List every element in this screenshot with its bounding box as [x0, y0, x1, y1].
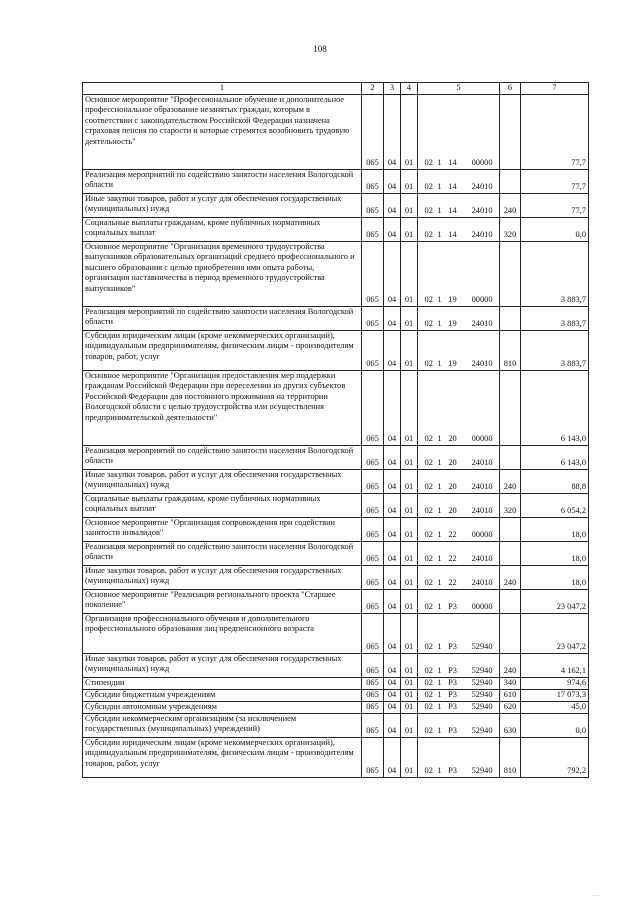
article-program: 02	[424, 158, 433, 167]
row-section-code: 04	[384, 469, 401, 493]
row-name: Социальные выплаты гражданам, кроме публичных нормативных социальных выплат	[83, 217, 362, 241]
row-name: Субсидии юридическим лицам (кроме некоммерческих организаций), индивидуальным предпринимателям, физическим лицам - производителям товаров, работ, услуг	[83, 737, 362, 777]
article-program: 02	[424, 678, 433, 687]
row-ministry-code: 065	[362, 94, 384, 169]
row-expense-type	[500, 613, 521, 653]
article-event: Р3	[448, 690, 457, 699]
row-target-article	[418, 541, 500, 565]
row-expense-type: 810	[500, 737, 521, 777]
table-row	[83, 677, 589, 689]
header-col-2: 2	[362, 83, 384, 95]
row-ministry-code: 065	[362, 469, 384, 493]
table-row	[83, 445, 589, 469]
row-section-code: 04	[384, 94, 401, 169]
article-direction: 24010	[471, 506, 493, 515]
row-ministry-code: 065	[362, 306, 384, 330]
row-expense-type	[500, 445, 521, 469]
article-subprogram: 1	[437, 458, 442, 467]
row-name: Иные закупки товаров, работ и услуг для обеспечения государственных (муниципальных) нужд	[83, 469, 362, 493]
row-subsection-code: 01	[401, 517, 418, 541]
row-section-code: 04	[384, 517, 401, 541]
article-program: 02	[424, 482, 433, 491]
article-direction: 24010	[471, 206, 493, 215]
article-event: Р3	[448, 642, 457, 651]
row-target-article	[418, 169, 500, 193]
row-target-article	[418, 493, 500, 517]
article-program: 02	[424, 726, 433, 735]
row-ministry-code: 065	[362, 689, 384, 701]
article-event: 20	[448, 506, 457, 515]
table-row	[83, 689, 589, 701]
row-name: Субсидии бюджетным учреждениям	[83, 689, 362, 701]
row-section-code: 04	[384, 589, 401, 613]
row-name: Иные закупки товаров, работ и услуг для обеспечения государственных (муниципальных) нужд	[83, 193, 362, 217]
row-subsection-code: 01	[401, 241, 418, 306]
row-subsection-code: 01	[401, 469, 418, 493]
article-subprogram: 1	[437, 726, 442, 735]
row-expense-type: 240	[500, 193, 521, 217]
row-section-code: 04	[384, 330, 401, 370]
header-col-7: 7	[521, 83, 589, 95]
article-program: 02	[424, 359, 433, 368]
article-event: 14	[448, 158, 457, 167]
article-event: 14	[448, 182, 457, 191]
table-row	[83, 330, 589, 370]
row-expense-type	[500, 517, 521, 541]
article-subprogram: 1	[437, 482, 442, 491]
table-row	[83, 493, 589, 517]
row-ministry-code: 065	[362, 241, 384, 306]
article-subprogram: 1	[437, 206, 442, 215]
row-section-code: 04	[384, 713, 401, 737]
page-number: 108	[313, 44, 327, 54]
row-amount: 17 073,3	[521, 689, 589, 701]
article-subprogram: 1	[437, 766, 442, 775]
table-row	[83, 589, 589, 613]
article-program: 02	[424, 578, 433, 587]
row-ministry-code: 065	[362, 493, 384, 517]
row-ministry-code: 065	[362, 330, 384, 370]
article-subprogram: 1	[437, 642, 442, 651]
row-subsection-code: 01	[401, 306, 418, 330]
row-target-article	[418, 217, 500, 241]
table-row	[83, 713, 589, 737]
row-target-article	[418, 613, 500, 653]
article-event: 20	[448, 434, 457, 443]
row-section-code: 04	[384, 493, 401, 517]
table-row	[83, 541, 589, 565]
row-target-article	[418, 445, 500, 469]
row-ministry-code: 065	[362, 713, 384, 737]
row-ministry-code: 065	[362, 613, 384, 653]
row-section-code: 04	[384, 193, 401, 217]
row-target-article	[418, 370, 500, 445]
row-expense-type: 240	[500, 565, 521, 589]
article-direction: 24010	[471, 578, 493, 587]
row-section-code: 04	[384, 689, 401, 701]
article-program: 02	[424, 295, 433, 304]
article-direction: 52940	[471, 726, 493, 735]
article-event: Р3	[448, 702, 457, 711]
row-amount: 792,2	[521, 737, 589, 777]
row-section-code: 04	[384, 565, 401, 589]
article-direction: 52940	[471, 666, 493, 675]
row-target-article	[418, 517, 500, 541]
row-amount: 3 883,7	[521, 241, 589, 306]
row-target-article	[418, 193, 500, 217]
row-name: Стипендии	[83, 677, 362, 689]
article-subprogram: 1	[437, 359, 442, 368]
row-subsection-code: 01	[401, 701, 418, 713]
row-ministry-code: 065	[362, 217, 384, 241]
article-direction: 00000	[471, 434, 493, 443]
row-amount: 18,0	[521, 565, 589, 589]
table-row	[83, 306, 589, 330]
row-subsection-code: 01	[401, 541, 418, 565]
article-subprogram: 1	[437, 690, 442, 699]
article-program: 02	[424, 642, 433, 651]
article-direction: 24010	[471, 319, 493, 328]
row-expense-type: 320	[500, 217, 521, 241]
article-event: Р3	[448, 666, 457, 675]
row-target-article	[418, 469, 500, 493]
article-program: 02	[424, 666, 433, 675]
table-row	[83, 169, 589, 193]
article-program: 02	[424, 602, 433, 611]
article-event: 14	[448, 206, 457, 215]
article-event: Р3	[448, 602, 457, 611]
article-subprogram: 1	[437, 158, 442, 167]
header-col-3: 3	[384, 83, 401, 95]
row-name: Основное мероприятие "Организация временного трудоустройства выпускников образовательных организаций среднего профессионального и высшего образования с целью приобретения ими опыта работы, организация наставничества в период временного трудоустройства выпускников"	[83, 241, 362, 306]
article-direction: 00000	[471, 158, 493, 167]
row-section-code: 04	[384, 241, 401, 306]
row-ministry-code: 065	[362, 169, 384, 193]
row-section-code: 04	[384, 653, 401, 677]
article-subprogram: 1	[437, 554, 442, 563]
article-event: Р3	[448, 726, 457, 735]
row-target-article	[418, 677, 500, 689]
table-row	[83, 517, 589, 541]
row-subsection-code: 01	[401, 653, 418, 677]
article-subprogram: 1	[437, 702, 442, 711]
article-event: 22	[448, 578, 457, 587]
table-row	[83, 613, 589, 653]
row-name: Основное мероприятие "Организация предоставления мер поддержки гражданам Российской Федерации при переселении из других субъектов Российской Федерации для постоянного проживания на территории Вологодской области с целью трудоустройства или осуществления предпринимательской деятельности"	[83, 370, 362, 445]
article-subprogram: 1	[437, 578, 442, 587]
row-section-code: 04	[384, 701, 401, 713]
article-subprogram: 1	[437, 230, 442, 239]
row-amount: 23 047,2	[521, 589, 589, 613]
row-amount: 6 054,2	[521, 493, 589, 517]
article-direction: 24010	[471, 230, 493, 239]
row-amount: 18,0	[521, 517, 589, 541]
article-event: Р3	[448, 766, 457, 775]
row-amount: 3 883,7	[521, 306, 589, 330]
row-amount: 4 162,1	[521, 653, 589, 677]
article-direction: 52940	[471, 690, 493, 699]
row-amount: 45,0	[521, 701, 589, 713]
article-direction: 24010	[471, 359, 493, 368]
row-amount: 6 143,0	[521, 370, 589, 445]
article-event: 20	[448, 458, 457, 467]
article-program: 02	[424, 182, 433, 191]
row-ministry-code: 065	[362, 653, 384, 677]
article-subprogram: 1	[437, 434, 442, 443]
article-event: 19	[448, 319, 457, 328]
row-amount: 3 883,7	[521, 330, 589, 370]
row-expense-type	[500, 589, 521, 613]
table-row	[83, 370, 589, 445]
article-subprogram: 1	[437, 678, 442, 687]
row-amount: 23 047,2	[521, 613, 589, 653]
row-ministry-code: 065	[362, 565, 384, 589]
article-subprogram: 1	[437, 295, 442, 304]
row-name: Субсидии автономным учреждениям	[83, 701, 362, 713]
row-expense-type: 630	[500, 713, 521, 737]
row-target-article	[418, 565, 500, 589]
row-name: Иные закупки товаров, работ и услуг для обеспечения государственных (муниципальных) нужд	[83, 565, 362, 589]
article-direction: 52940	[471, 642, 493, 651]
article-program: 02	[424, 434, 433, 443]
article-direction: 00000	[471, 530, 493, 539]
row-subsection-code: 01	[401, 370, 418, 445]
row-section-code: 04	[384, 541, 401, 565]
row-amount: 6 143,0	[521, 445, 589, 469]
article-direction: 24010	[471, 482, 493, 491]
row-ministry-code: 065	[362, 541, 384, 565]
row-ministry-code: 065	[362, 677, 384, 689]
row-section-code: 04	[384, 217, 401, 241]
row-expense-type: 240	[500, 469, 521, 493]
row-amount: 18,0	[521, 541, 589, 565]
row-expense-type	[500, 241, 521, 306]
article-subprogram: 1	[437, 602, 442, 611]
article-program: 02	[424, 319, 433, 328]
row-target-article	[418, 653, 500, 677]
row-name: Реализация мероприятий по содействию занятости населения Вологодской области	[83, 306, 362, 330]
article-direction: 24010	[471, 182, 493, 191]
row-target-article	[418, 713, 500, 737]
table-row	[83, 653, 589, 677]
row-section-code: 04	[384, 737, 401, 777]
article-program: 02	[424, 690, 433, 699]
table-row	[83, 565, 589, 589]
row-expense-type: 240	[500, 653, 521, 677]
row-target-article	[418, 330, 500, 370]
row-subsection-code: 01	[401, 565, 418, 589]
row-expense-type	[500, 94, 521, 169]
row-expense-type: 620	[500, 701, 521, 713]
article-program: 02	[424, 506, 433, 515]
row-section-code: 04	[384, 677, 401, 689]
article-program: 02	[424, 554, 433, 563]
article-program: 02	[424, 766, 433, 775]
table-row	[83, 94, 589, 169]
row-expense-type	[500, 370, 521, 445]
row-section-code: 04	[384, 613, 401, 653]
row-section-code: 04	[384, 306, 401, 330]
row-ministry-code: 065	[362, 517, 384, 541]
row-subsection-code: 01	[401, 217, 418, 241]
row-subsection-code: 01	[401, 677, 418, 689]
row-name: Основное мероприятие "Организация сопровождения при содействии занятости инвалидов"	[83, 517, 362, 541]
row-ministry-code: 065	[362, 370, 384, 445]
row-name: Субсидии некоммерческим организациям (за исключением государственных (муниципальных) учреждений)	[83, 713, 362, 737]
article-event: 19	[448, 295, 457, 304]
row-section-code: 04	[384, 445, 401, 469]
row-expense-type: 320	[500, 493, 521, 517]
article-event: 22	[448, 530, 457, 539]
table-header-row	[83, 83, 589, 95]
article-event: 22	[448, 554, 457, 563]
table-row	[83, 469, 589, 493]
article-subprogram: 1	[437, 319, 442, 328]
table-row	[83, 701, 589, 713]
article-subprogram: 1	[437, 666, 442, 675]
row-expense-type	[500, 306, 521, 330]
article-event: Р3	[448, 678, 457, 687]
row-expense-type	[500, 169, 521, 193]
row-expense-type: 810	[500, 330, 521, 370]
row-amount: 77,7	[521, 193, 589, 217]
row-name: Иные закупки товаров, работ и услуг для обеспечения государственных (муниципальных) нужд	[83, 653, 362, 677]
row-ministry-code: 065	[362, 193, 384, 217]
row-subsection-code: 01	[401, 94, 418, 169]
row-section-code: 04	[384, 370, 401, 445]
article-direction: 24010	[471, 458, 493, 467]
row-subsection-code: 01	[401, 445, 418, 469]
table-row	[83, 241, 589, 306]
row-name: Основное мероприятие "Профессиональное обучение и дополнительное профессиональное образование незанятых граждан, которым в соответствии с законодательством Российской Федерации назначена страховая пенсия по старости и которые стремятся возобновить трудовую деятельность"	[83, 94, 362, 169]
article-direction: 24010	[471, 554, 493, 563]
row-amount: 0,0	[521, 713, 589, 737]
row-name: Субсидии юридическим лицам (кроме некоммерческих организаций), индивидуальным предпринимателям, физическим лицам - производителям товаров, работ, услуг	[83, 330, 362, 370]
row-target-article	[418, 737, 500, 777]
article-program: 02	[424, 530, 433, 539]
row-expense-type: 610	[500, 689, 521, 701]
row-subsection-code: 01	[401, 689, 418, 701]
row-name: Социальные выплаты гражданам, кроме публичных нормативных социальных выплат	[83, 493, 362, 517]
article-direction: 52940	[471, 766, 493, 775]
row-target-article	[418, 689, 500, 701]
table-row	[83, 737, 589, 777]
row-subsection-code: 01	[401, 193, 418, 217]
article-subprogram: 1	[437, 530, 442, 539]
row-name: Реализация мероприятий по содействию занятости населения Вологодской области	[83, 445, 362, 469]
row-amount: 0,0	[521, 217, 589, 241]
header-col-5: 5	[418, 83, 500, 95]
row-name: Основное мероприятие "Реализация регионального проекта "Старшее поколение"	[83, 589, 362, 613]
article-program: 02	[424, 458, 433, 467]
row-ministry-code: 065	[362, 737, 384, 777]
article-subprogram: 1	[437, 182, 442, 191]
header-col-6: 6	[500, 83, 521, 95]
row-subsection-code: 01	[401, 493, 418, 517]
row-ministry-code: 065	[362, 445, 384, 469]
row-subsection-code: 01	[401, 713, 418, 737]
row-target-article	[418, 94, 500, 169]
article-event: 19	[448, 359, 457, 368]
table-body	[83, 94, 589, 777]
row-subsection-code: 01	[401, 613, 418, 653]
article-direction: 00000	[471, 295, 493, 304]
header-col-1: 1	[83, 83, 362, 95]
row-name: Организация профессионального обучения и дополнительного профессионального образования лиц предпенсионного возраста	[83, 613, 362, 653]
row-section-code: 04	[384, 169, 401, 193]
header-col-4: 4	[401, 83, 418, 95]
article-subprogram: 1	[437, 506, 442, 515]
row-amount: 77,7	[521, 94, 589, 169]
row-expense-type: 340	[500, 677, 521, 689]
article-direction: 52940	[471, 678, 493, 687]
row-name: Реализация мероприятий по содействию занятости населения Вологодской области	[83, 541, 362, 565]
article-program: 02	[424, 230, 433, 239]
row-ministry-code: 065	[362, 589, 384, 613]
row-target-article	[418, 701, 500, 713]
footer-mark: ⋯ ·	[592, 894, 600, 899]
row-subsection-code: 01	[401, 330, 418, 370]
row-subsection-code: 01	[401, 169, 418, 193]
table-row	[83, 217, 589, 241]
budget-table	[82, 82, 589, 778]
row-amount: 88,8	[521, 469, 589, 493]
row-amount: 77,7	[521, 169, 589, 193]
article-direction: 52940	[471, 702, 493, 711]
row-amount: 974,6	[521, 677, 589, 689]
row-expense-type	[500, 541, 521, 565]
row-subsection-code: 01	[401, 737, 418, 777]
article-program: 02	[424, 702, 433, 711]
article-direction: 00000	[471, 602, 493, 611]
row-target-article	[418, 241, 500, 306]
row-target-article	[418, 589, 500, 613]
row-target-article	[418, 306, 500, 330]
article-program: 02	[424, 206, 433, 215]
article-event: 20	[448, 482, 457, 491]
table-row	[83, 193, 589, 217]
row-subsection-code: 01	[401, 589, 418, 613]
row-ministry-code: 065	[362, 701, 384, 713]
row-name: Реализация мероприятий по содействию занятости населения Вологодской области	[83, 169, 362, 193]
article-event: 14	[448, 230, 457, 239]
